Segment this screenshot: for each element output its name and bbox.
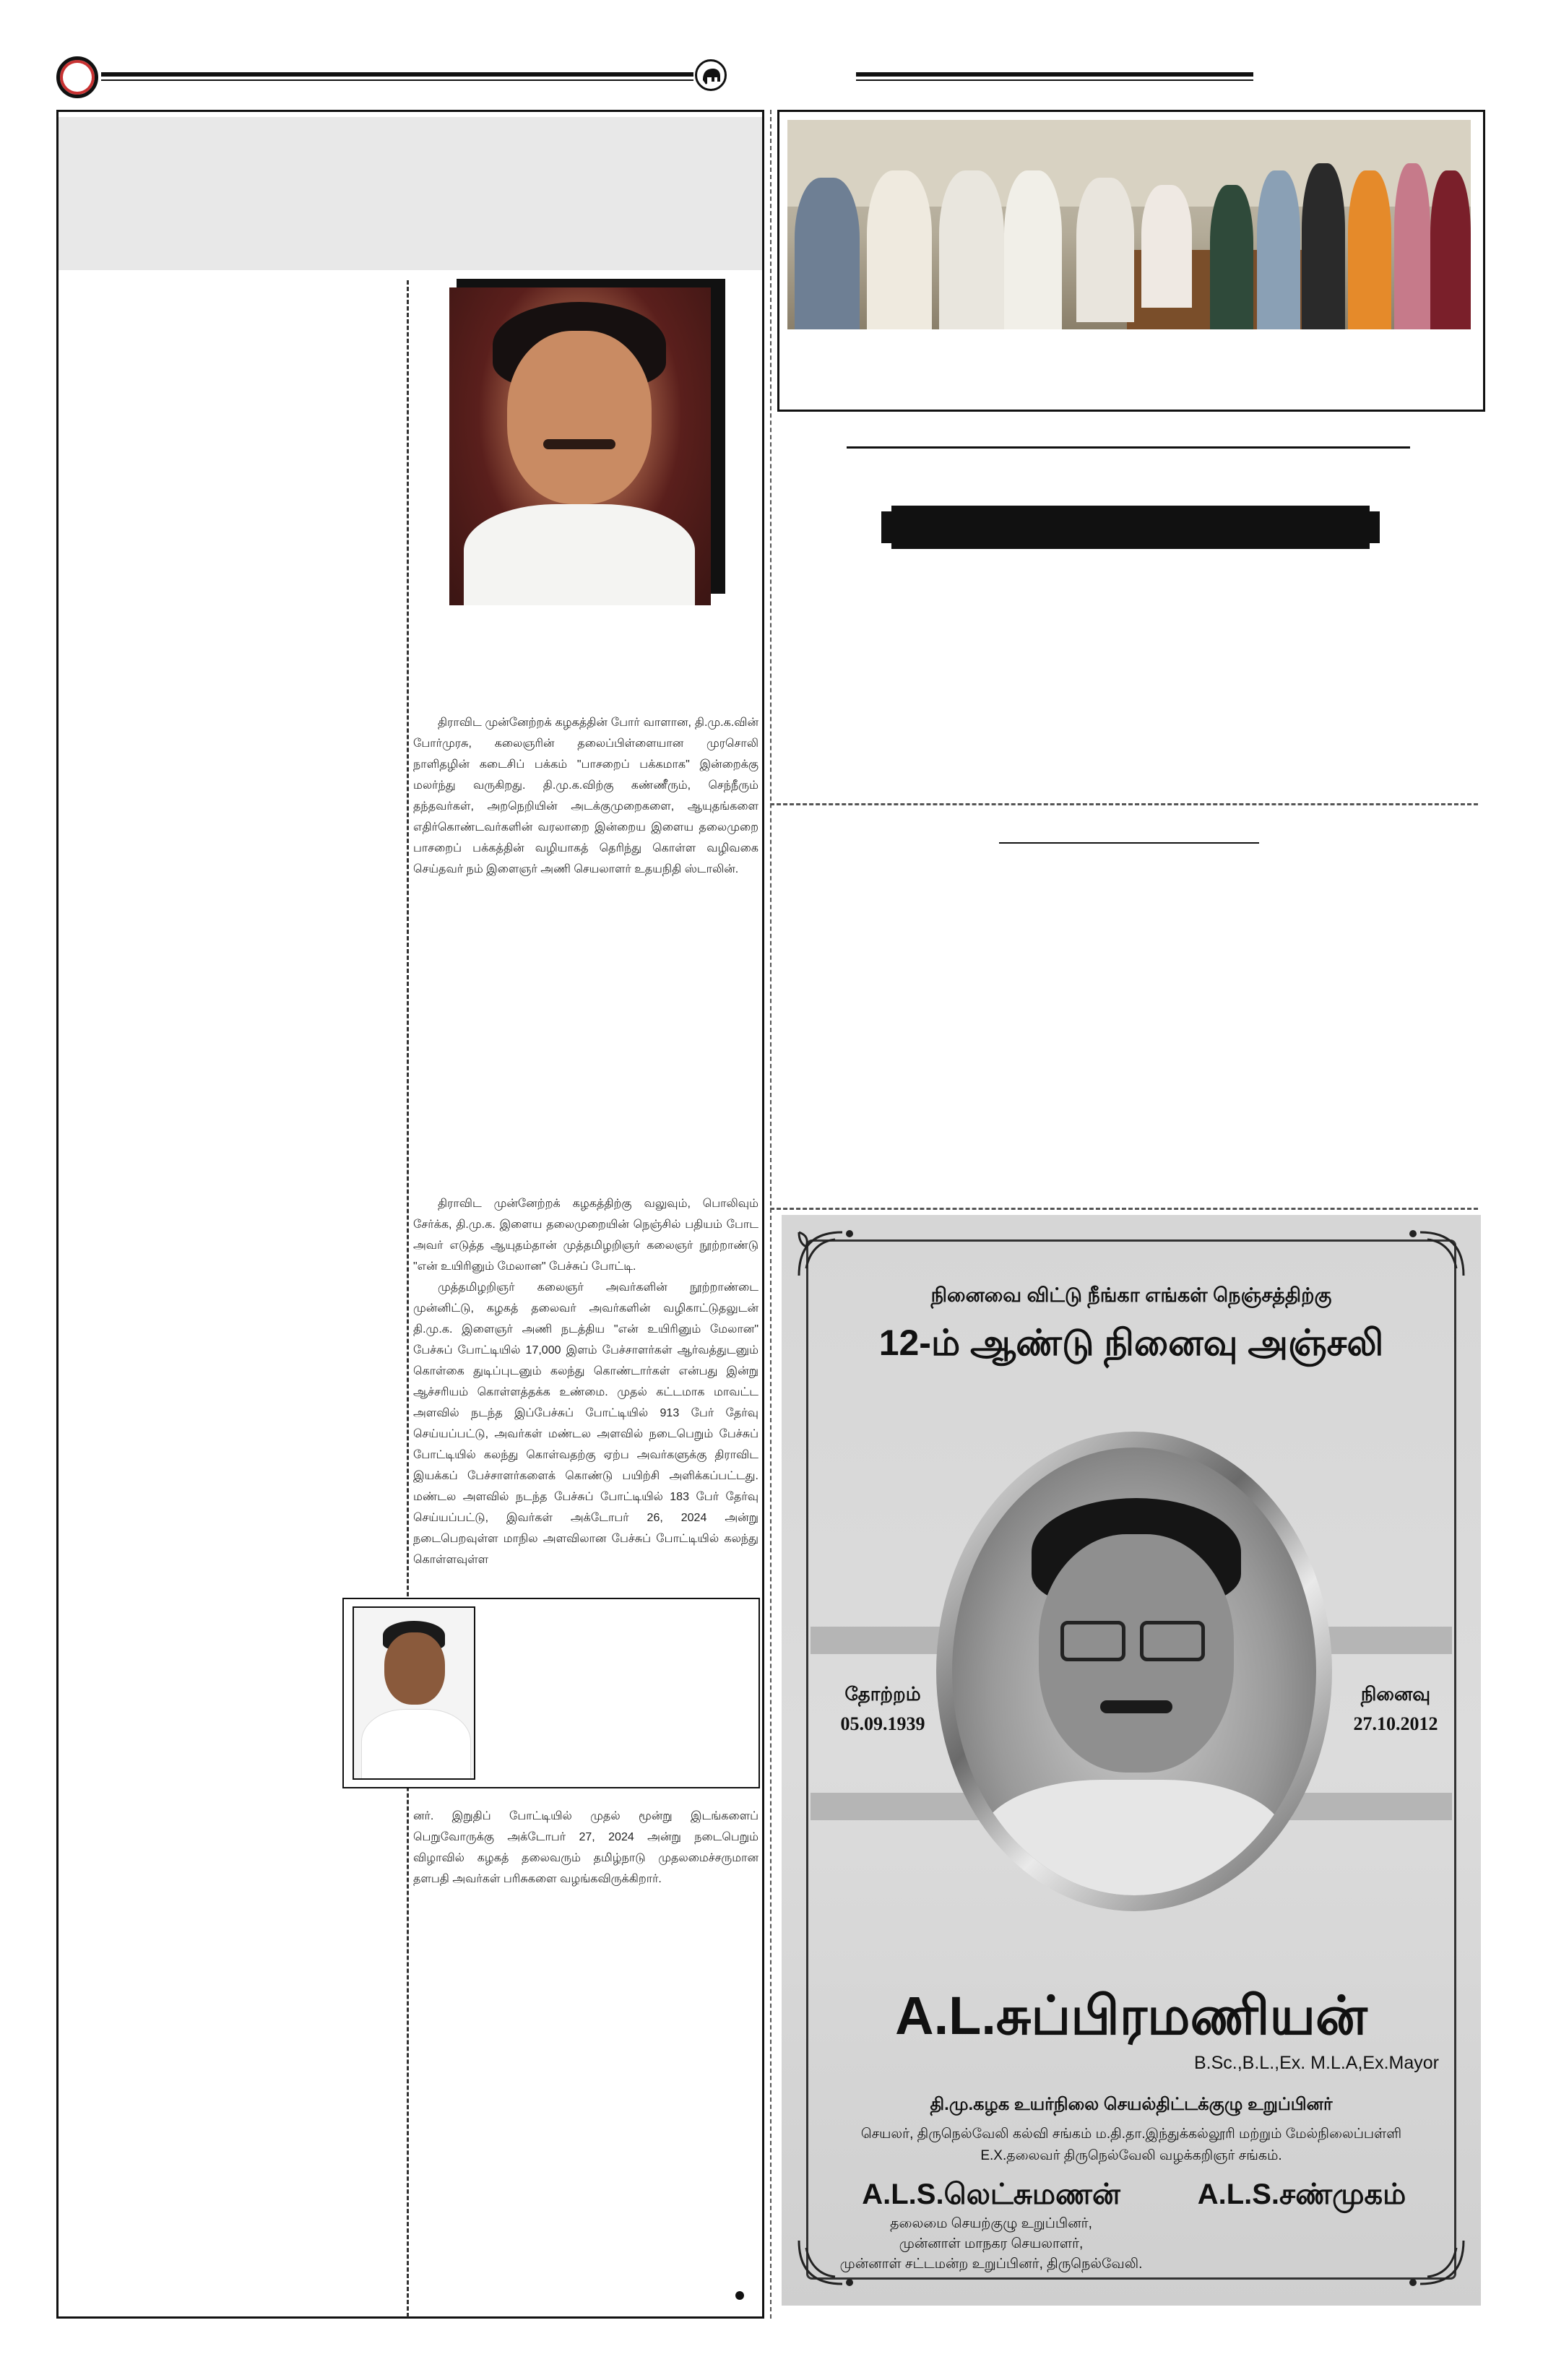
inset-portrait — [353, 1606, 475, 1780]
header-rule-right — [856, 72, 1253, 77]
group-photo — [787, 120, 1471, 329]
ornament-corner-icon — [1384, 1225, 1471, 1283]
ad-role: தி.மு.கழக உயர்நிலை செயல்திட்டக்குழு உறுப்பினர் — [930, 2095, 1333, 2114]
memorial-ad — [782, 1215, 1481, 2306]
header-rule-left-thin — [101, 79, 693, 81]
end-bullet — [735, 2291, 744, 2300]
right-divider-1 — [770, 803, 1478, 805]
ad-credentials: B.Sc.,B.L.,Ex. M.L.A,Ex.Mayor — [1194, 2053, 1439, 2073]
signatory-1-detail-3: முன்னாள் சட்டமன்ற உறுப்பினர், திருநெல்வேலி. — [839, 2256, 1143, 2272]
ad-role-detail-2: E.X.தலைவர் திருநெல்வேலி வழக்கறிஞர் சங்கம். — [980, 2148, 1282, 2163]
death-date: 27.10.2012 — [1353, 1713, 1438, 1734]
right-section-rule — [847, 446, 1410, 449]
competition-continuation: னர். இறுதிப் போட்டியில் முதல் மூன்று இடங்களைப் பெறுவோருக்கு அக்டோபர் 27, 2024 அன்று நடைபெறும் விழாவில் கழகத் தலைவரும் தமிழ்நாடு முதலமைச்சருமான தளபதி அவர்கள் பரிசுகளை வழங்கவிருக்கிறார். — [413, 1810, 758, 1885]
ad-portrait-photo — [952, 1448, 1316, 1895]
right-divider-2 — [770, 1208, 1478, 1210]
birth-label: தோற்றம் — [844, 1683, 921, 1705]
header-circle-ornament — [56, 56, 98, 98]
ornament-corner-icon — [1384, 2233, 1471, 2291]
elephant-emblem-icon — [695, 59, 727, 91]
death-label: நினைவு — [1360, 1683, 1431, 1705]
right-short-rule — [999, 842, 1259, 844]
left-header-band — [59, 117, 762, 270]
ad-name: A.L.சுப்பிரமணியன் — [895, 1986, 1367, 2046]
portrait-photo — [449, 287, 711, 605]
ad-top-line: நினைவை விட்டு நீங்கா எங்கள் நெஞ்சத்திற்கு — [930, 1284, 1332, 1306]
ad-headline: 12-ம் ஆண்டு நினைவு அஞ்சலி — [878, 1323, 1384, 1363]
right-column-divider — [770, 110, 772, 2319]
left-column-divider — [407, 280, 409, 2317]
section-title-banner — [881, 506, 1380, 549]
signatory-2: A.L.S.சண்முகம் — [1197, 2178, 1406, 2210]
ad-role-detail-1: செயலர், திருநெல்வேலி கல்வி சங்கம் ம.தி.தா.இந்துக்கல்லூரி மற்றும் மேல்நிலைப்பள்ளி — [860, 2126, 1402, 2142]
competition-paragraph-1: திராவிட முன்னேற்றக் கழகத்திற்கு வலுவும், பொலிவும் சேர்க்க, தி.மு.க. இளைய தலைமுறையின் நெஞ்சில் பதியம் போட அவர் எடுத்த ஆயுதம்தான் முத்தமிழறிஞர் கலைஞர் நூற்றாண்டு "என் உயிரினும் மேலான" பேச்சுப் போட்டி. — [413, 1198, 758, 1273]
signatory-1-detail-1: தலைமை செயற்குழு உறுப்பினர், — [890, 2216, 1092, 2231]
header-rule-left — [101, 72, 693, 77]
competition-article — [413, 1193, 758, 1570]
signatory-1-detail-2: முன்னாள் மாநகர செயலாளர், — [899, 2236, 1084, 2251]
competition-paragraph-2: முத்தமிழறிஞர் கலைஞர் அவர்களின் நூற்றாண்டை முன்னிட்டு, கழகத் தலைவர் அவர்களின் வழிகாட்டுதலுடன் தி.மு.க. இளைஞர் அணி நடத்திய "என் உயிரினும் மேலான" பேச்சுப் போட்டியில் 17,000 இளம் பேச்சாளர்கள் ஆர்வத்துடனும் கொள்கை துடிப்புடனும் கலந்து கொண்டார்கள் என்பது இன்று ஆச்சரியம் கொள்ளத்தக்க உண்மை. முதல் கட்டமாக மாவட்ட அளவில் நடந்த இப்பேச்சுப் போட்டியில் 913 பேர் தேர்வு செய்யப்பட்டு, அவர்கள் மண்டல அளவில் நடைபெறும் பேச்சுப் போட்டியில் கலந்து கொள்வதற்கு ஏற்ப அவர்களுக்கு திராவிட இயக்கப் பேச்சாளர்களைக் கொண்டு பயிற்சி அளிக்கப்பட்டது. மண்டல அளவில் நடந்த பேச்சுப் போட்டியில் 183 பேர் தேர்வு செய்யப்பட்டு, இவர்கள் அக்டோபர் 26, 2024 அன்று நடைபெறவுள்ள மாநில அளவிலான பேச்சுப் போட்டியில் கலந்து கொள்ளவுள்ள — [413, 1281, 758, 1566]
signatory-1: A.L.S.லெட்சுமணன் — [862, 2178, 1120, 2210]
udhayanidhi-caption: திராவிட முன்னேற்றக் கழகத்தின் போர் வாளான, தி.மு.க.வின் போர்முரசு, கலைஞரின் தலைப்பிள்ளையான முரசொலி நாளிதழின் கடைசிப் பக்கம் "பாசறைப் பக்கமாக" இன்றைக்கு மலர்ந்து வருகிறது. தி.மு.க.விற்கு கண்ணீரும், செந்நீரும் தந்தவர்கள், அறநெறியின் அடக்குமுறைகளை, ஆயுதங்களை எதிர்கொண்டவர்களின் வரலாறை இன்றைய இளைய தலைமுறை பாசறைப் பக்கத்தின் வழியாகத் தெரிந்து கொள்ள வழிவகை செய்தவர் நம் இளைஞர் அணி செயலாளர் உதயநிதி ஸ்டாலின். — [413, 717, 758, 875]
page-header — [0, 0, 1543, 108]
header-rule-right-thin — [856, 79, 1253, 81]
birth-date: 05.09.1939 — [840, 1713, 925, 1734]
ornament-corner-icon — [792, 1225, 878, 1283]
